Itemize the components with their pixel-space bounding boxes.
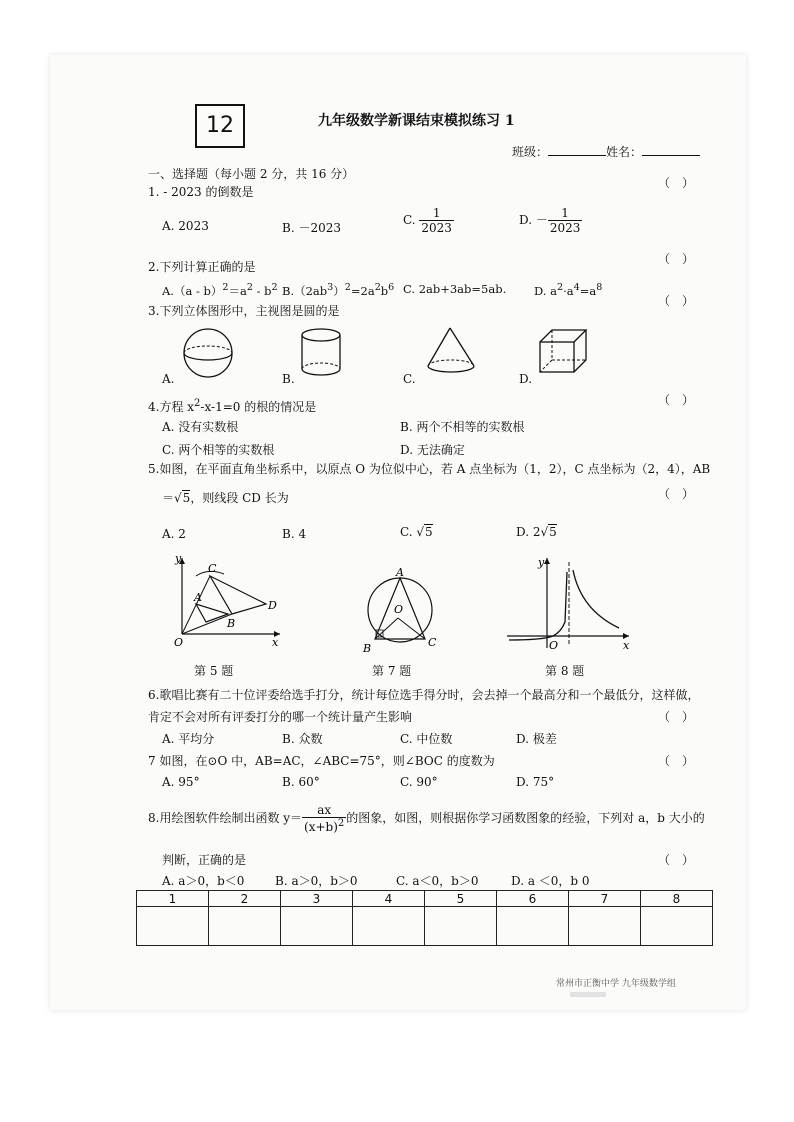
answer-header-8: 8 bbox=[641, 891, 713, 907]
q6-option-a: A. 平均分 bbox=[162, 732, 215, 746]
answer-header-5: 5 bbox=[425, 891, 497, 907]
q1-d-denominator: 2023 bbox=[549, 220, 581, 235]
answer-cell-2[interactable] bbox=[209, 907, 281, 946]
q7-option-a: A. 95° bbox=[162, 775, 200, 789]
class-label: 班级： bbox=[512, 145, 549, 159]
name-blank[interactable] bbox=[642, 145, 700, 156]
answer-header-3: 3 bbox=[281, 891, 353, 907]
fig8-caption: 第 8 题 bbox=[545, 664, 585, 678]
figure-8 bbox=[503, 552, 633, 652]
q1-option-d bbox=[519, 207, 582, 234]
q7-stem: 7 如图，在⊙O 中，AB=AC，∠ABC=75°，则∠BOC 的度数为 bbox=[148, 754, 495, 768]
fig7-caption: 第 7 题 bbox=[372, 664, 412, 678]
q5-answer-paren[interactable]: （ ） bbox=[658, 487, 695, 501]
fig5-caption: 第 5 题 bbox=[194, 664, 234, 678]
q1-stem: 1. - 2023 的倒数是 bbox=[148, 185, 254, 199]
fig7-label-a: A bbox=[396, 566, 404, 579]
answer-table bbox=[136, 890, 713, 946]
q8-option-b: B. a＞0，b＞0 bbox=[275, 874, 358, 888]
q3-option-b: B. bbox=[282, 372, 295, 386]
q5-option-a: A. 2 bbox=[162, 527, 186, 541]
class-field bbox=[512, 143, 700, 160]
q8-line1 bbox=[148, 804, 705, 833]
fig5-label-x: x bbox=[272, 636, 279, 649]
q5-line2: ＝√5，则线段 CD 长为 bbox=[162, 491, 289, 505]
q7-answer-paren[interactable]: （ ） bbox=[658, 754, 695, 768]
name-label: 姓名： bbox=[606, 145, 643, 159]
answer-header-4: 4 bbox=[353, 891, 425, 907]
answer-header-2: 2 bbox=[209, 891, 281, 907]
q1-d-numerator: 1 bbox=[561, 206, 569, 220]
answer-cell-4[interactable] bbox=[353, 907, 425, 946]
figure-5 bbox=[172, 552, 284, 650]
answer-cell-1[interactable] bbox=[137, 907, 209, 946]
q8-option-c: C. a＜0，b＞0 bbox=[396, 874, 479, 888]
q5-option-c: C. √5 bbox=[400, 525, 433, 539]
q5-option-b: B. 4 bbox=[282, 527, 307, 541]
answer-cell-6[interactable] bbox=[497, 907, 569, 946]
answer-header-7: 7 bbox=[569, 891, 641, 907]
fig7-label-o: O bbox=[394, 603, 404, 616]
cylinder-figure bbox=[296, 325, 356, 385]
q8-line2: 判断，正确的是 bbox=[162, 853, 247, 867]
q1-option-a: A. 2023 bbox=[162, 219, 209, 233]
answer-cell-8[interactable] bbox=[641, 907, 713, 946]
q6-line2: 肯定不会对所有评委打分的哪一个统计量产生影响 bbox=[148, 710, 413, 724]
q7-option-c: C. 90° bbox=[400, 775, 438, 789]
cube-figure bbox=[536, 326, 596, 382]
fig5-label-y: y bbox=[175, 552, 182, 565]
q8-option-d: D. a ＜0，b 0 bbox=[511, 874, 590, 888]
q6-option-b: B. 众数 bbox=[282, 732, 323, 746]
q2-stem: 2.下列计算正确的是 bbox=[148, 260, 256, 274]
sphere-figure bbox=[180, 325, 240, 385]
footer-mark bbox=[570, 992, 606, 997]
answer-cell-5[interactable] bbox=[425, 907, 497, 946]
q7-option-b: B. 60° bbox=[282, 775, 320, 789]
q3-option-a: A. bbox=[162, 372, 175, 386]
answer-header-1: 1 bbox=[137, 891, 209, 907]
q3-option-d: D. bbox=[519, 372, 533, 386]
fig5-label-d: D bbox=[268, 599, 277, 612]
fig5-label-c: C bbox=[208, 562, 217, 575]
q8-denominator: $(x+b)^2$ bbox=[304, 817, 345, 834]
q8-numerator: ax bbox=[317, 803, 332, 817]
q3-option-c: C. bbox=[403, 372, 416, 386]
q1-option-c bbox=[403, 207, 454, 234]
q1-c-denominator: 2023 bbox=[421, 220, 452, 235]
q4-option-d: D. 无法确定 bbox=[400, 443, 465, 457]
q3-answer-paren[interactable]: （ ） bbox=[658, 294, 695, 308]
answer-cell-7[interactable] bbox=[569, 907, 641, 946]
figure-7 bbox=[362, 566, 442, 656]
q4-stem: 4.方程 $x^2-x-1=0$ 的根的情况是 bbox=[148, 398, 317, 414]
q4-option-b: B. 两个不相等的实数根 bbox=[400, 420, 525, 434]
section-heading: 一、选择题（每小题 2 分，共 16 分） bbox=[148, 167, 355, 181]
cone-figure bbox=[420, 322, 482, 382]
q4-option-a: A. 没有实数根 bbox=[162, 420, 239, 434]
q1-option-b: B. －2023 bbox=[282, 221, 341, 235]
q4-answer-paren[interactable]: （ ） bbox=[658, 393, 695, 407]
q1-c-numerator: 1 bbox=[432, 206, 441, 220]
fig8-label-x: x bbox=[623, 639, 630, 652]
fig8-label-o: O bbox=[549, 639, 559, 652]
page-number-box: 12 bbox=[195, 104, 245, 148]
q5-option-d: D. 2√5 bbox=[516, 525, 557, 539]
q6-option-c: C. 中位数 bbox=[400, 732, 453, 746]
q8-answer-paren[interactable]: （ ） bbox=[658, 853, 695, 867]
fig7-label-b: B bbox=[363, 642, 372, 655]
answer-header-6: 6 bbox=[497, 891, 569, 907]
q3-stem: 3.下列立体图形中，主视图是圆的是 bbox=[148, 304, 340, 318]
fig8-label-y: y bbox=[538, 556, 545, 569]
q4-option-c: C. 两个相等的实数根 bbox=[162, 443, 275, 457]
q8-option-a: A. a＞0，b＜0 bbox=[162, 874, 245, 888]
q2-option-c: C. 2ab+3ab=5ab. bbox=[403, 282, 507, 296]
class-blank[interactable] bbox=[548, 145, 606, 156]
fig7-label-c: C bbox=[428, 636, 437, 649]
answer-cell-3[interactable] bbox=[281, 907, 353, 946]
fig5-label-b: B bbox=[227, 617, 236, 630]
q6-option-d: D. 极差 bbox=[516, 732, 557, 746]
fig5-label-o: O bbox=[174, 636, 184, 649]
q2-answer-paren[interactable]: （ ） bbox=[658, 252, 695, 266]
q8-line1-pre: 8.用绘图软件绘制出函数 y＝ bbox=[148, 811, 303, 826]
q1-option-d-letter: D. － bbox=[519, 213, 548, 228]
answer-table-blank-row bbox=[137, 907, 713, 946]
q5-line1: 5.如图，在平面直角坐标系中，以原点 O 为位似中心，若 A 点坐标为（1，2），C 点坐标为（2，4），AB bbox=[148, 462, 711, 476]
q2-option-d: D. $a^2\cdot a^4=a^8$ bbox=[534, 282, 603, 298]
answer-table-header-row bbox=[137, 891, 713, 907]
q7-option-d: D. 75° bbox=[516, 775, 555, 789]
q6-line1: 6.歌唱比赛有二十位评委给选手打分，统计每位选手得分时，会去掉一个最高分和一个最低分，这样做， bbox=[148, 688, 700, 702]
q2-option-b: $B.(2ab^3)^2=2a^2b^6$ bbox=[282, 282, 395, 298]
footer-note: 常州市正衡中学 九年级数学组 bbox=[556, 979, 676, 989]
q2-option-a: $A.(a - b)^2=a^2 - b^2$ bbox=[162, 282, 278, 298]
q1-option-c-letter: C. bbox=[403, 213, 416, 228]
q6-answer-paren[interactable]: （ ） bbox=[658, 710, 695, 724]
fig5-label-a: A bbox=[194, 591, 202, 604]
q8-line1-post: 的图象，如图，则根据你学习函数图象的经验，下列对 a，b 大小的 bbox=[346, 811, 705, 826]
page-title: 九年级数学新课结束模拟练习 1 bbox=[318, 113, 515, 129]
q1-answer-paren[interactable]: （ ） bbox=[658, 176, 695, 190]
